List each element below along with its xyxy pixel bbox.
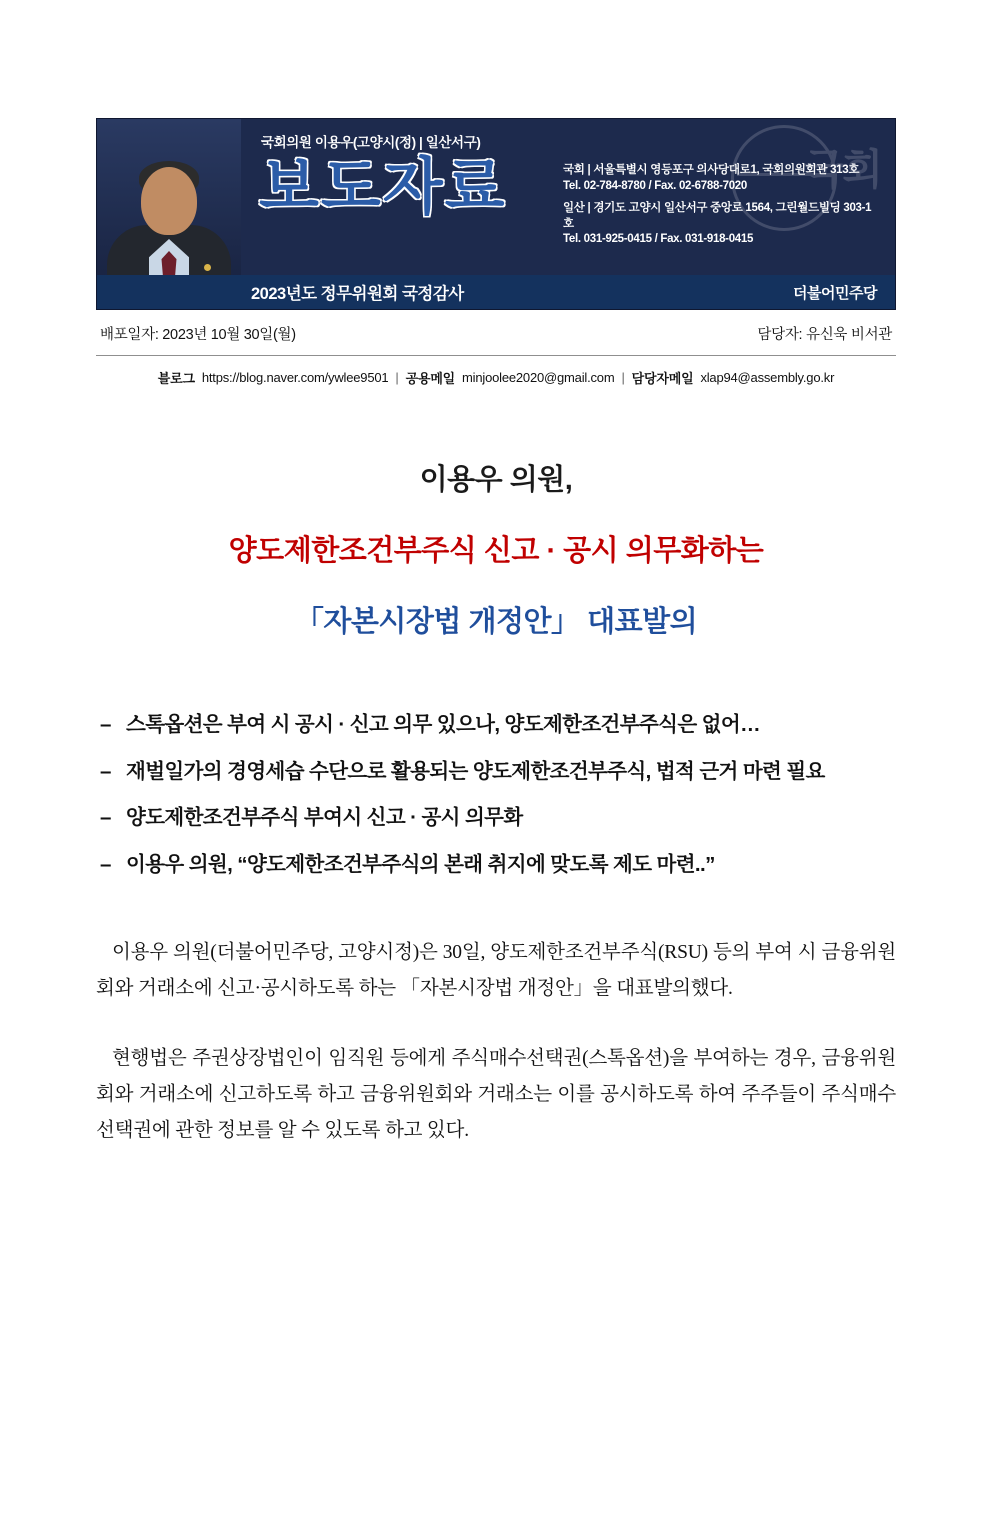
key-points-list [96, 712, 896, 879]
distribution-date-label: 배포일자: [100, 327, 159, 343]
banner-footer-bar [97, 275, 895, 309]
link-separator-1: | [395, 370, 399, 385]
headline-line-3: 「자본시장법 개정안」 대표발의 [294, 606, 698, 638]
public-mail-value[interactable]: minjoolee2020@gmail.com [462, 370, 615, 385]
contact-person-value: 유신욱 비서관 [806, 327, 892, 343]
list-item [100, 852, 896, 879]
bullet-dash-icon: – [100, 759, 111, 783]
headline-line-1: 이용우 의원, [419, 464, 573, 496]
bullet-text: 이용우 의원, “양도제한조건부주식의 본래 취지에 맞도록 제도 마련..” [126, 852, 715, 876]
meta-row [96, 310, 896, 356]
press-release-page [0, 118, 992, 1521]
links-row [96, 356, 896, 387]
staff-mail-value[interactable]: xlap94@assembly.go.kr [700, 370, 835, 385]
list-item [100, 759, 896, 786]
office-contacts [559, 153, 877, 255]
body-content [96, 935, 896, 1149]
watermark-text: 국회 [803, 146, 881, 193]
bullet-text: 재벌일가의 경영세습 수단으로 활용되는 양도제한조건부주식, 법적 근거 마련 필요 [126, 759, 825, 783]
ilsan-address: 일산 | 경기도 고양시 일산서구 중앙로 1564, 그린월드빌딩 303-1호 [563, 202, 872, 230]
body-paragraph-2: 현행법은 주권상장법인이 임직원 등에게 주식매수선택권(스톡옵션)을 부여하는 경우, 금융위원회와 거래소에 신고하도록 하고 금융위원회와 거래소는 이를 공시하도록 하여 주주들이 주식매수선택권에 관한 정보를 알 수 있도록 하고 있다. [96, 1047, 896, 1141]
photo-head [141, 167, 197, 235]
banner-title-row [259, 153, 877, 255]
banner-subject: 2023년도 정무위원회 국정감사 [251, 285, 464, 303]
contact-person [757, 323, 892, 344]
link-separator-2: | [621, 370, 625, 385]
assembly-address: 국회 | 서울특별시 영등포구 의사당대로1, 국회의원회관 313호 [563, 164, 860, 176]
list-item [100, 712, 896, 739]
public-mail-label: 공용메일 [405, 371, 456, 386]
bullet-dash-icon: – [100, 806, 111, 830]
bullet-dash-icon: – [100, 852, 111, 876]
bullet-text: 양도제한조건부주식 부여시 신고 · 공시 의무화 [126, 806, 523, 830]
headline-line-2: 양도제한조건부주식 신고 · 공시 의무화하는 [228, 535, 764, 567]
bullet-text: 스톡옵션은 부여 시 공시 · 신고 의무 있으나, 양도제한조건부주식은 없어… [126, 713, 760, 736]
staff-mail-label: 담당자메일 [631, 371, 694, 386]
contact-group-ilsan [563, 201, 877, 248]
lapel-badge-icon [204, 264, 211, 271]
body-paragraph-1: 이용우 의원(더불어민주당, 고양시정)은 30일, 양도제한조건부주식(RSU) 등의 부여 시 금융위원회와 거래소에 신고·공시하도록 하는 「자본시장법 개정안」을 대표발의했다. [96, 941, 896, 999]
document-type-title: 보도자료 [259, 153, 507, 222]
legislator-office-line: 국회의원 이용우(고양시(정) | 일산서구) [261, 135, 481, 150]
contact-person-label: 담당자: [757, 327, 803, 343]
distribution-date [100, 323, 296, 344]
blog-label: 블로그 [157, 371, 195, 386]
header-banner [96, 118, 896, 310]
assembly-phone: Tel. 02-784-8780 / Fax. 02-6788-7020 [563, 179, 747, 192]
list-item [100, 805, 896, 832]
party-name: 더불어민주당 [793, 284, 877, 302]
bullet-dash-icon: – [100, 713, 111, 736]
distribution-date-value: 2023년 10월 30일(월) [162, 327, 296, 343]
ilsan-phone: Tel. 031-925-0415 / Fax. 031-918-0415 [563, 233, 754, 246]
contact-group-national-assembly [563, 163, 877, 194]
headline [96, 457, 896, 640]
blog-url[interactable]: https://blog.naver.com/ywlee9501 [201, 370, 389, 385]
